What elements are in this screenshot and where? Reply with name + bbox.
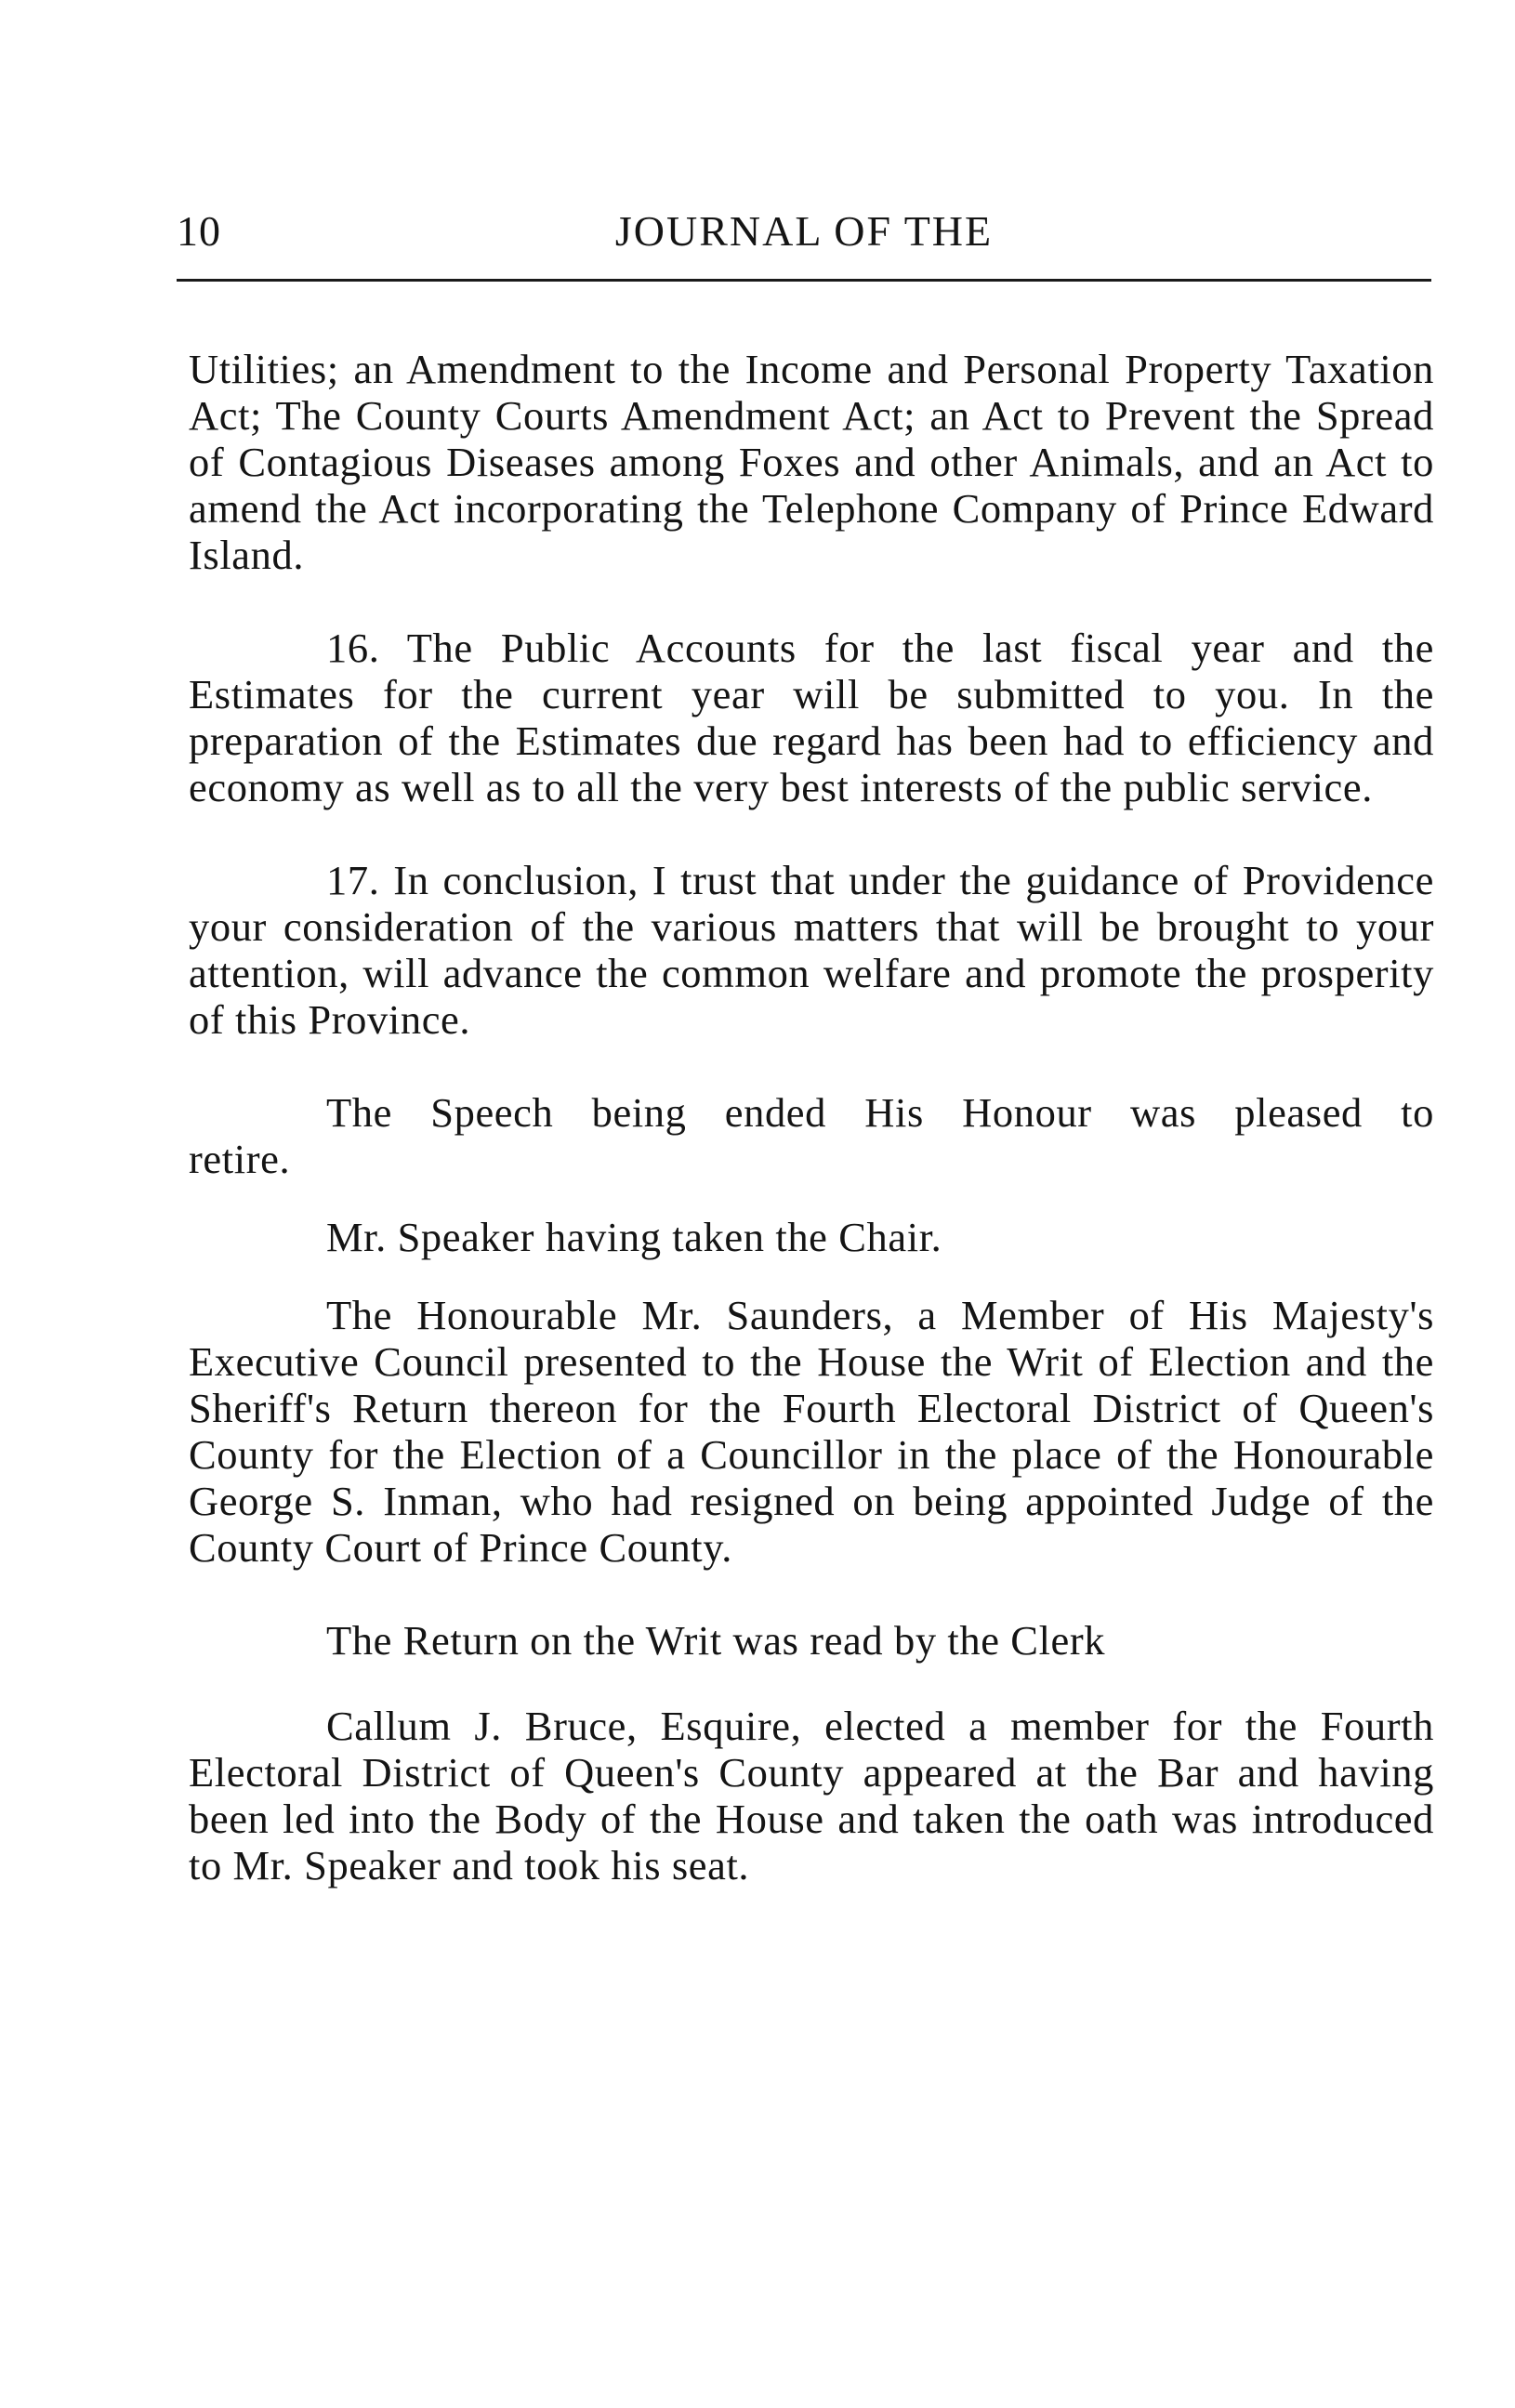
paragraph-bruce-seated: Callum J. Bruce, Esquire, elected a member for the Fourth Electoral District of Queen's County appeared at the Bar and having been led into the Body of the House and taken the oath was introduced to Mr. Speaker and took his seat. (189, 1703, 1434, 1888)
paragraph-17-conclusion: 17. In conclusion, I trust that under the guidance of Providence your consideration of the various matters that will be brought to your attention, will advance the common welfare and promote the prosperity of this Province. (189, 857, 1434, 1043)
paragraph-16-public-accounts: 16. The Public Accounts for the last fiscal year and the Estimates for the current year will be submitted to you. In the preparation of the Estimates due regard has been had to efficiency and economy as well as to all the very best interests of the public service. (189, 625, 1434, 810)
speech-ended-line-1: The Speech being ended His Honour was pleased to (326, 1089, 1434, 1136)
body-text (189, 346, 1434, 1888)
paragraph-speaker-chair: Mr. Speaker having taken the Chair. (326, 1214, 942, 1260)
page-number: 10 (177, 207, 221, 255)
speech-ended-line-2: retire. (189, 1136, 291, 1182)
running-head: JOURNAL OF THE (614, 207, 994, 255)
header-rule (177, 279, 1431, 282)
paragraph-continuation: Utilities; an Amendment to the Income and Personal Property Taxation Act; The County Courts Amendment Act; an Act to Prevent the Spread of Contagious Diseases among Foxes and other Animals, and an Act to amend the Act incorporating the Telephone Company of Prince Edward Island. (189, 346, 1434, 578)
paragraph-speech-ended (189, 1089, 1434, 1182)
page-header (177, 206, 1431, 262)
paragraph-return-read: The Return on the Writ was read by the Clerk (326, 1617, 1106, 1664)
paragraph-writ-presented: The Honourable Mr. Saunders, a Member of His Majesty's Executive Council presented to the House the Writ of Election and the Sheriff's Return thereon for the Fourth Electoral District of Queen's County for the Election of a Councillor in the place of the Honourable George S. Inman, who had resigned on being appointed Judge of the County Court of Prince County. (189, 1292, 1434, 1571)
